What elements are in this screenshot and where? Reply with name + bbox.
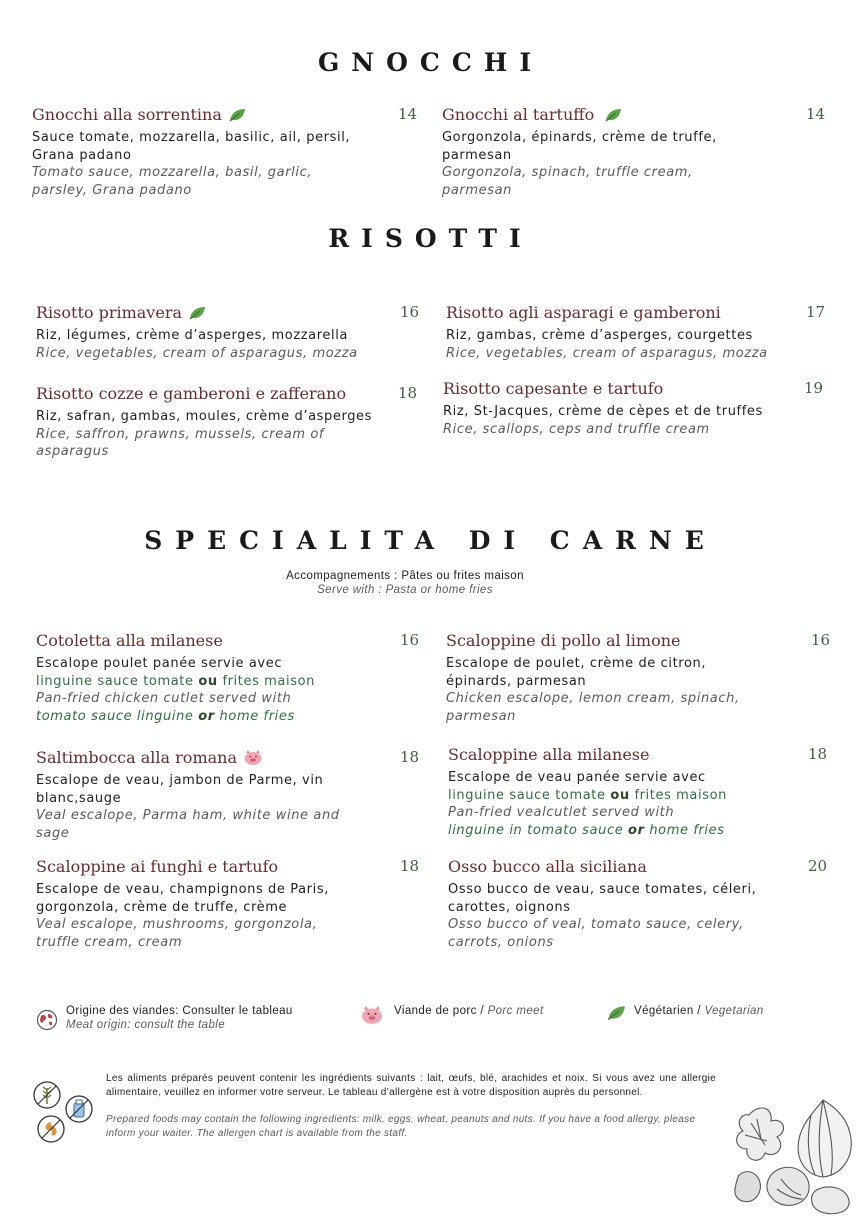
description-fr: Escalope de poulet, crème de citron, épinards, parmesan	[446, 656, 707, 689]
description-en: Veal escalope, Parma ham, white wine and sage	[36, 808, 340, 841]
description-fr-main: Escalope de veau panée servie avec	[448, 770, 706, 785]
description-fr: Gorgonzola, épinards, crème de truffe, parmesan	[442, 130, 717, 163]
price: 14	[398, 105, 418, 123]
section-title-risotti: RISOTTI	[328, 224, 533, 253]
description-en: Rice, scallops, ceps and truffle cream	[443, 421, 710, 437]
menu-item	[446, 631, 836, 725]
description-fr	[36, 655, 420, 690]
pig-icon	[243, 749, 263, 766]
leaf-icon	[604, 108, 622, 122]
dish-name: Risotto primavera	[36, 303, 182, 322]
side-option: home fries	[219, 708, 295, 724]
menu-item	[32, 105, 416, 199]
menu-item	[36, 631, 420, 725]
side-option: frites maison	[222, 673, 315, 689]
legend-pork	[360, 1005, 544, 1025]
accompaniments-en: Serve with : Pasta or home fries	[317, 584, 493, 596]
menu-item	[36, 857, 420, 951]
dish-name: Scaloppine di pollo al limone	[446, 631, 681, 650]
price: 18	[398, 384, 418, 402]
legend-veg-fr: Végétarien /	[634, 1005, 701, 1017]
description-fr-main: Escalope poulet panée servie avec	[36, 656, 283, 671]
leaf-icon	[606, 1005, 626, 1021]
legend-origin-en: Meat origin: consult the table	[66, 1019, 226, 1031]
legend-origin	[36, 1005, 293, 1031]
accompaniments-fr: Accompagnements : Pâtes ou frites maison	[286, 570, 524, 582]
section-title-carne: SPECIALITA DI CARNE	[144, 526, 717, 555]
menu-item	[448, 857, 838, 951]
dish-name: Scaloppine ai funghi e tartufo	[36, 857, 279, 876]
description-fr: Riz, St-Jacques, crème de cèpes et de truffes	[443, 404, 763, 419]
wheat-icon	[32, 1080, 62, 1110]
allergen-notice-fr: Les aliments préparés peuvent contenir les ingrédients suivants : lait, œufs, blé, arachides et noix. Si vous avez une allergie alimentaire, veuillez en informer votre serveur. Le tableau d’allergène est à votre disposition auprès du personnel.	[106, 1073, 716, 1098]
description-en: Chicken escalope, lemon cream, spinach, parmesan	[446, 691, 740, 724]
peanut-icon	[36, 1114, 66, 1144]
allergen-icons	[30, 1080, 102, 1146]
or-word: or	[628, 822, 645, 838]
menu-item	[446, 303, 830, 362]
legend-pork-en: Porc meet	[487, 1005, 544, 1017]
or-word: or	[198, 708, 215, 724]
price: 16	[400, 303, 420, 321]
description-en: Osso bucco of veal, tomato sauce, celery, carrots, onions	[448, 917, 744, 950]
legend-pork-fr: Viande de porc /	[394, 1005, 484, 1017]
description-en: Gorgonzola, spinach, truffle cream, parmesan	[442, 165, 693, 198]
price: 20	[808, 857, 828, 875]
dish-name: Osso bucco alla siciliana	[448, 857, 647, 876]
allergen-notice	[106, 1072, 716, 1140]
dish-name: Risotto cozze e gamberoni e zafferano	[36, 384, 347, 403]
dish-name: Saltimbocca alla romana	[36, 748, 237, 767]
description-en	[36, 690, 420, 725]
price: 18	[808, 745, 828, 763]
description-fr: Osso bucco de veau, sauce tomates, céleri, carottes, oignons	[448, 882, 757, 915]
description-fr: Escalope de veau, jambon de Parme, vin blanc,sauge	[36, 773, 324, 806]
section-title-gnocchi: GNOCCHI	[317, 48, 544, 77]
leaf-icon	[188, 306, 206, 320]
pig-icon	[360, 1005, 384, 1025]
side-option: linguine in tomato sauce	[448, 822, 624, 838]
milk-icon	[64, 1094, 94, 1124]
description-en-main: Pan-fried vealcutlet served with	[448, 805, 675, 820]
globe-icon	[36, 1009, 58, 1031]
side-option: tomato sauce linguine	[36, 708, 194, 724]
description-fr: Sauce tomate, mozzarella, basilic, ail, persil, Grana padano	[32, 130, 351, 163]
dish-name: Cotoletta alla milanese	[36, 631, 223, 650]
or-word: ou	[198, 673, 218, 689]
description-fr: Riz, gambas, crème d’asperges, courgettes	[446, 328, 753, 343]
description-fr: Riz, légumes, crème d’asperges, mozzarella	[36, 328, 348, 343]
menu-item	[36, 303, 420, 362]
description-en-main: Pan-fried chicken cutlet served with	[36, 691, 292, 706]
description-en: Veal escalope, mushrooms, gorgonzola, truffle cream, cream	[36, 917, 318, 950]
dish-name: Risotto agli asparagi e gamberoni	[446, 303, 721, 322]
description-fr: Escalope de veau, champignons de Paris, gorgonzola, crème de truffe, crème	[36, 882, 329, 915]
side-option: linguine sauce tomate	[36, 673, 194, 689]
price: 16	[811, 631, 831, 649]
menu-item	[36, 384, 420, 461]
description-en: Rice, vegetables, cream of asparagus, mozza	[36, 345, 358, 361]
description-en: Tomato sauce, mozzarella, basil, garlic, parsley, Grana padano	[32, 165, 313, 198]
description-fr: Riz, safran, gambas, moules, crème d’asperges	[36, 409, 373, 424]
or-word: ou	[610, 787, 630, 803]
price: 18	[400, 748, 420, 766]
price: 16	[400, 631, 420, 649]
side-option: frites maison	[634, 787, 727, 803]
description-en: Rice, saffron, prawns, mussels, cream of asparagus	[36, 426, 325, 459]
price: 18	[400, 857, 420, 875]
legend-veg-en: Vegetarian	[704, 1005, 764, 1017]
description-en: Rice, vegetables, cream of asparagus, mozza	[446, 345, 768, 361]
vegetable-illustration	[731, 1095, 861, 1217]
side-option: home fries	[649, 822, 725, 838]
price: 19	[804, 379, 824, 397]
dish-name: Risotto capesante e tartufo	[443, 379, 664, 398]
dish-name: Gnocchi alla sorrentina	[32, 105, 222, 124]
menu-item	[442, 105, 826, 199]
description-en	[448, 804, 838, 839]
dish-name: Scaloppine alla milanese	[448, 745, 650, 764]
price: 14	[806, 105, 826, 123]
legend-vegetarian	[606, 1005, 764, 1021]
allergen-notice-en: Prepared foods may contain the following ingredients: milk, eggs, wheat, peanuts and nuts. If you have a food allergy, please inform your waiter. The allergen chart is available from the staff.	[106, 1114, 696, 1139]
accompaniments-note	[0, 570, 810, 596]
legend-origin-fr: Origine des viandes: Consulter le tableau	[66, 1005, 293, 1017]
menu-item	[443, 379, 827, 438]
dish-name: Gnocchi al tartuffo	[442, 105, 595, 124]
menu-item	[448, 745, 838, 839]
price: 17	[806, 303, 826, 321]
menu-item	[36, 748, 420, 842]
leaf-icon	[228, 108, 246, 122]
description-fr	[448, 769, 838, 804]
side-option: linguine sauce tomate	[448, 787, 606, 803]
